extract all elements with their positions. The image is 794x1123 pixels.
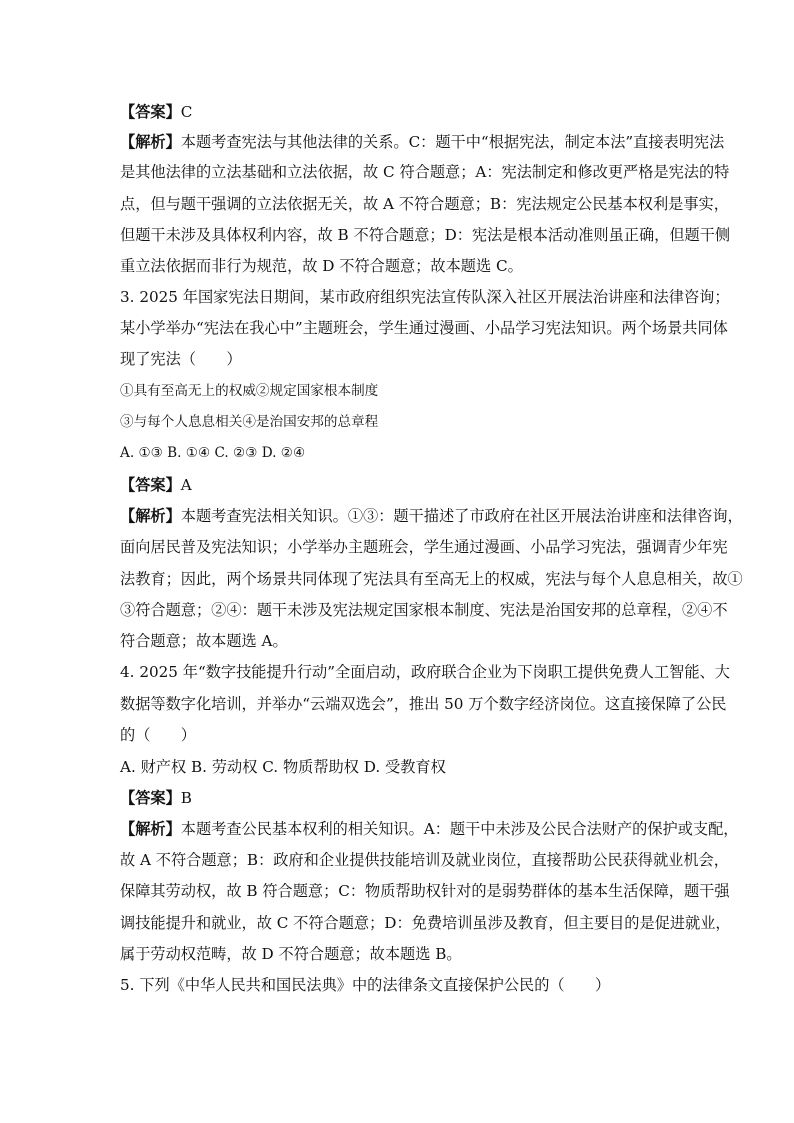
answer-label: 【答案】 (120, 476, 181, 494)
text-line: ③符合题意；②④：题干未涉及宪法规定国家根本制度、宪法是治国安邦的总章程，②④不 (120, 601, 728, 619)
text-line: 故 A 不符合题意；B：政府和企业提供技能培训及就业岗位，直接帮助公民获得就业机会， (120, 851, 729, 869)
answer-value: B (180, 789, 192, 807)
analysis-label: 【解析】 (120, 507, 181, 525)
analysis-text: 本题考查宪法与其他法律的关系。C：题干中“根据宪法，制定本法”直接表明宪法 (180, 133, 725, 151)
question-3-stem: 现了宪法（ ） (120, 350, 242, 368)
text-line: 重立法依据而非行为规范，故 D 不符合题意；故本题选 C。 (120, 257, 523, 275)
question-4-stem: 的（ ） (120, 726, 196, 744)
question-3-stem: 3. 2025 年国家宪法日期间，某市政府组织宪法宣传队深入社区开展法治讲座和法律咨询； (120, 288, 730, 306)
answer-line (120, 788, 192, 808)
text-line: 但题干未涉及具体权利内容，故 B 不符合题意；D：宪法是根本活动准则虽正确，但题干侧 (120, 226, 731, 244)
analysis-line (120, 132, 724, 152)
answer-label: 【答案】 (120, 789, 181, 807)
question-4-stem: 4. 2025 年“数字技能提升行动”全面启动，政府联合企业为下岗职工提供免费人工智能、大 (120, 663, 730, 681)
analysis-label: 【解析】 (120, 133, 181, 151)
text-line: 面向居民普及宪法知识；小学举办主题班会，学生通过漫画、小品学习宪法，强调青少年宪 (120, 538, 728, 556)
answer-line (120, 102, 192, 122)
text-line: 法教育；因此，两个场景共同体现了宪法具有至高无上的权威，宪法与每个人息息相关，故① (120, 570, 743, 588)
analysis-line (120, 819, 738, 839)
question-3-stem: 某小学举办“宪法在我心中”主题班会，学生通过漫画、小品学习宪法知识。两个场景共同体 (120, 319, 728, 337)
text-line: 保障其劳动权，故 B 符合题意；C：物质帮助权针对的是弱势群体的基本生活保障，题干强 (120, 882, 730, 900)
text-line: 符合题意；故本题选 A。 (120, 632, 288, 650)
answer-value: A (180, 476, 192, 494)
question-3-choices: A. ①③ B. ①④ C. ②③ D. ②④ (120, 445, 306, 461)
question-4-stem: 数据等数字化培训，并举办“云端双选会”，推出 50 万个数字经济岗位。这直接保障了公民 (120, 695, 727, 713)
analysis-text: 本题考查宪法相关知识。①③：题干描述了市政府在社区开展法治讲座和法律咨询， (180, 507, 743, 525)
analysis-text: 本题考查公民基本权利的相关知识。A：题干中未涉及公民合法财产的保护或支配， (180, 820, 739, 838)
question-5-stem: 5. 下列《中华人民共和国民法典》中的法律条文直接保护公民的（ ） (120, 976, 611, 994)
text-line: 调技能提升和就业，故 C 不符合题意；D：免费培训虽涉及教育，但主要目的是促进就业， (120, 914, 731, 932)
text-line: 点，但与题干强调的立法依据无关，故 A 不符合题意；B：宪法规定公民基本权利是事实， (120, 195, 729, 213)
question-3-options: ①具有至高无上的权威②规定国家根本制度 (120, 383, 379, 399)
answer-label: 【答案】 (120, 103, 181, 121)
text-line: 属于劳动权范畴，故 D 不符合题意；故本题选 B。 (120, 945, 462, 963)
text-line: 是其他法律的立法基础和立法依据，故 C 符合题意；A：宪法制定和修改更严格是宪法的特 (120, 163, 730, 181)
answer-line (120, 475, 192, 495)
analysis-line (120, 506, 743, 526)
answer-value: C (180, 103, 193, 121)
question-4-choices: A. 财产权 B. 劳动权 C. 物质帮助权 D. 受教育权 (120, 758, 446, 776)
question-3-options: ③与每个人息息相关④是治国安邦的总章程 (120, 414, 379, 430)
analysis-label: 【解析】 (120, 820, 181, 838)
